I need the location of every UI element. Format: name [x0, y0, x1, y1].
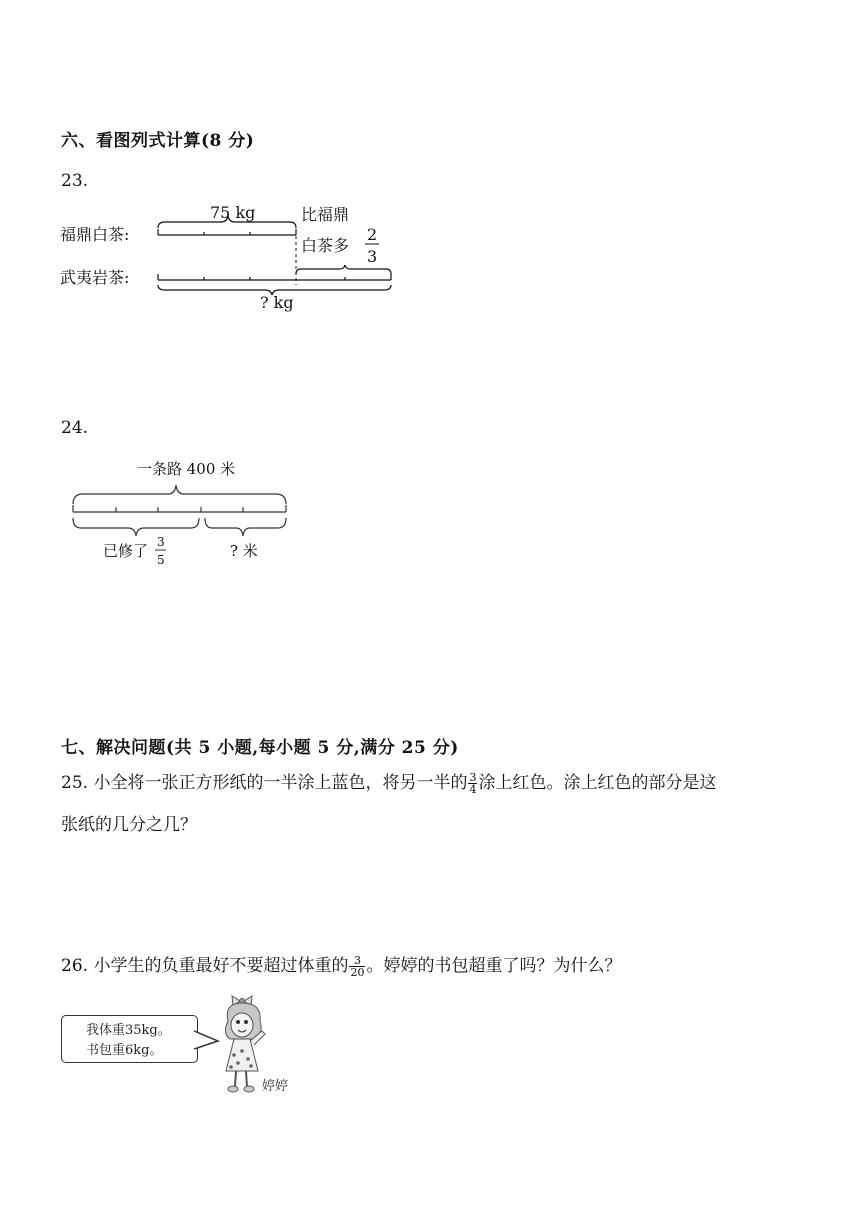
q25-frac-den: 4	[469, 783, 477, 796]
q25-text-a: 25. 小全将一张正方形纸的一半涂上蓝色，将另一半的	[61, 773, 468, 793]
bubble-line-1: 我体重35kg。	[86, 1023, 171, 1038]
note-frac-num: 2	[367, 225, 378, 244]
built-frac-num: 3	[157, 535, 165, 549]
q25-frac-num: 3	[469, 771, 477, 784]
extra-brace	[296, 265, 391, 274]
section-6-heading: 六、看图列式计算(8 分)	[61, 131, 255, 151]
question-24-number: 24.	[61, 418, 89, 438]
section-7-heading: 七、解决问题(共 5 小题,每小题 5 分,满分 25 分)	[61, 738, 459, 758]
remaining-brace	[205, 518, 286, 536]
note-frac-den: 3	[367, 247, 378, 266]
wuyi-label: 武夷岩茶:	[60, 268, 130, 287]
note-line-2: 白茶多	[301, 236, 350, 255]
q25-text-b: 涂上红色。涂上红色的部分是这	[478, 773, 717, 793]
built-frac-den: 5	[157, 553, 165, 567]
remaining-label: ? 米	[230, 542, 258, 560]
q26-text-a: 26. 小学生的负重最好不要超过体重的	[61, 956, 349, 976]
built-brace	[73, 518, 199, 536]
note-line-1: 比福鼎	[301, 205, 350, 224]
question-23-number: 23.	[61, 171, 89, 191]
q25-fraction	[468, 772, 477, 795]
bubble-line-2: 书包重6kg。	[86, 1043, 163, 1058]
q26-frac-den: 20	[350, 966, 365, 979]
question-23-diagram	[55, 200, 400, 315]
q26-fraction	[349, 955, 365, 978]
bottom-value-label: ? kg	[260, 293, 294, 312]
road-top-brace	[73, 485, 286, 504]
girl-name-label: 婷婷	[262, 1079, 289, 1094]
top-value-label: 75 kg	[210, 203, 256, 222]
fuding-label: 福鼎白茶:	[60, 225, 130, 244]
q25-text-c: 张纸的几分之几？	[61, 815, 197, 835]
road-total-label: 一条路 400 米	[137, 460, 236, 478]
built-label: 已修了	[103, 542, 149, 560]
question-26-text	[61, 945, 841, 987]
q26-text-b: 。婷婷的书包超重了吗？为什么？	[366, 956, 622, 976]
question-24-diagram	[65, 452, 300, 577]
question-25-text	[61, 762, 841, 846]
q26-frac-num: 3	[349, 955, 365, 967]
